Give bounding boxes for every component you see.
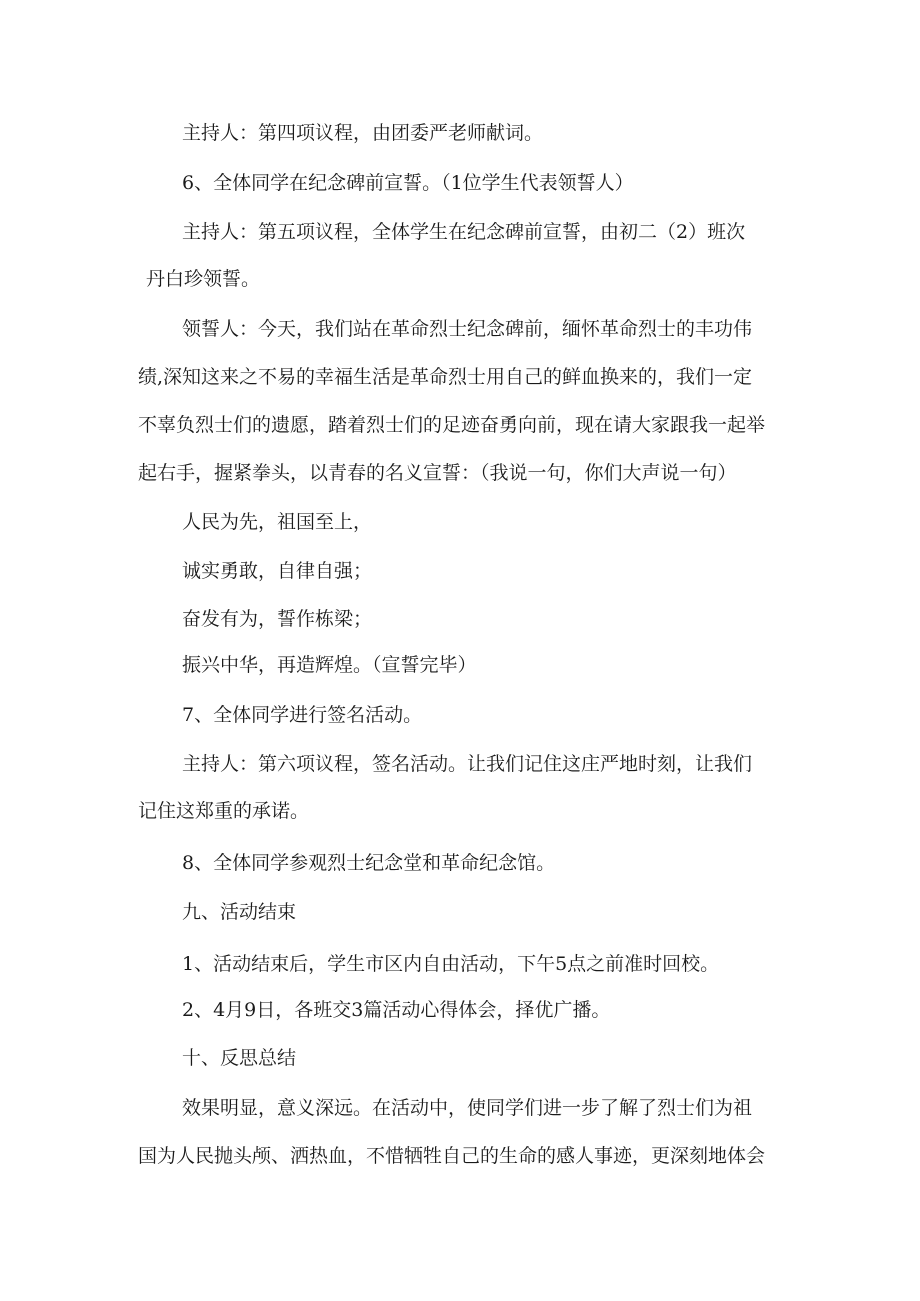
item6-oath-heading: 6、全体同学在纪念碑前宣誓。（1位学生代表领誓人）	[182, 172, 634, 194]
summary-paragraph: 效果明显，意义深远。在活动中，使同学们进一步了解了烈士们为祖	[182, 1097, 753, 1119]
oath-line-4: 振兴中华，再造辉煌。（宣誓完毕）	[182, 654, 477, 676]
section-9-heading: 九、活动结束	[182, 901, 297, 923]
host-line-item5-cont: 丹白珍领誓。	[146, 268, 261, 290]
item8-visit-heading: 8、全体同学参观烈士纪念堂和革命纪念馆。	[182, 852, 556, 874]
oath-leader-speech: 领誓人：今天，我们站在革命烈士纪念碑前，缅怀革命烈士的丰功伟	[182, 318, 753, 340]
oath-leader-speech-cont2: 不辜负烈士们的遗愿，踏着烈士们的足迹奋勇向前，现在请大家跟我一起举	[138, 414, 766, 436]
oath-leader-speech-cont3: 起右手，握紧拳头，以青春的名义宣誓：（我说一句，你们大声说一句）	[138, 462, 737, 484]
host-line-item5: 主持人：第五项议程，全体学生在纪念碑前宣誓，由初二（2）班次	[182, 221, 746, 243]
oath-line-1: 人民为先，祖国至上，	[182, 511, 373, 533]
oath-line-3: 奋发有为，誓作栋梁；	[182, 608, 373, 630]
section-10-heading: 十、反思总结	[182, 1047, 297, 1069]
host-line-item6: 主持人：第六项议程，签名活动。让我们记住这庄严地时刻，让我们	[182, 753, 753, 775]
summary-paragraph-cont: 国为人民抛头颅、洒热血，不惜牺牲自己的生命的感人事迹，更深刻地体会	[138, 1145, 766, 1167]
oath-leader-speech-cont1: 绩,深知这来之不易的幸福生活是革命烈士用自己的鲜血换来的，我们一定	[138, 366, 753, 388]
host-line-item4: 主持人：第四项议程，由团委严老师献词。	[182, 122, 544, 144]
section-9-item2: 2、4月9日，各班交3篇活动心得体会，择优广播。	[182, 999, 611, 1021]
section-9-item1: 1、活动结束后，学生市区内自由活动，下午5点之前准时回校。	[182, 953, 720, 975]
oath-line-2: 诚实勇敢，自律自强；	[182, 560, 373, 582]
item7-signing-heading: 7、全体同学进行签名活动。	[182, 704, 423, 726]
host-line-item6-cont: 记住这郑重的承诺。	[138, 800, 310, 822]
